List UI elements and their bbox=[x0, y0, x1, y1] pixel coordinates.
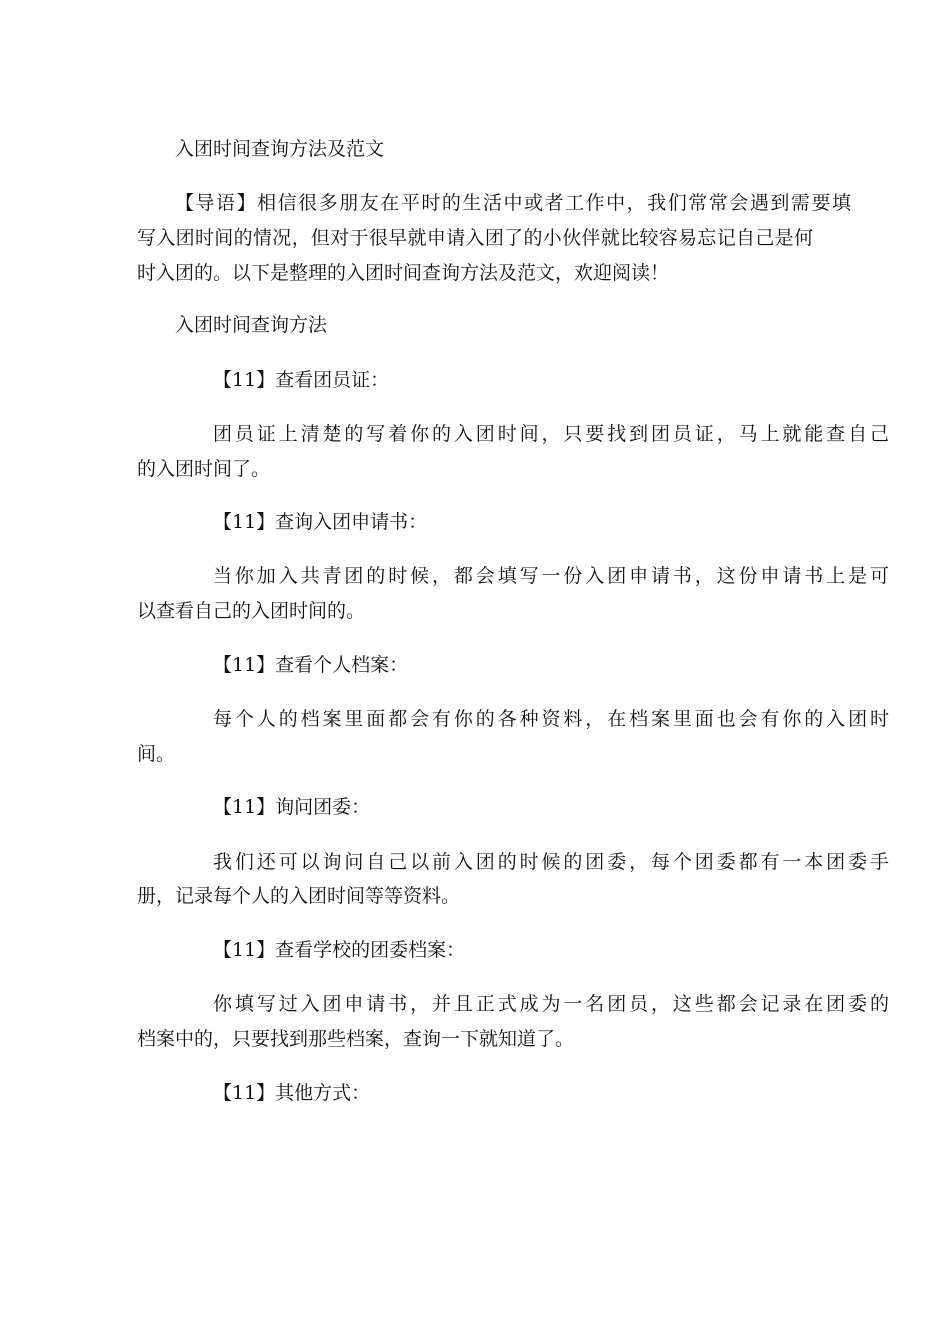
method-body-line: 间。 bbox=[137, 743, 176, 765]
document-title: 入团时间查询方法及范文 bbox=[175, 138, 385, 160]
method-body-line: 团员证上清楚的写着你的入团时间，只要找到团员证，马上就能查自己 bbox=[213, 423, 889, 445]
section-heading: 入团时间查询方法 bbox=[175, 314, 328, 336]
method-body-line: 以查看自己的入团时间的。 bbox=[137, 600, 366, 622]
method-heading: 【11】查询入团申请书： bbox=[213, 511, 428, 533]
method-body-line: 每个人的档案里面都会有你的各种资料，在档案里面也会有你的入团时 bbox=[213, 708, 889, 730]
method-heading: 【11】查看学校的团委档案： bbox=[213, 939, 466, 961]
intro-line: 写入团时间的情况，但对于很早就申请入团了的小伙伴就比较容易忘记自己是何 bbox=[137, 227, 813, 249]
method-heading: 【11】查看团员证： bbox=[213, 369, 390, 391]
method-heading: 【11】询问团委： bbox=[213, 796, 371, 818]
intro-line: 【导语】相信很多朋友在平时的生活中或者工作中，我们常常会遇到需要填 bbox=[175, 192, 851, 214]
method-body-line: 你填写过入团申请书，并且正式成为一名团员，这些都会记录在团委的 bbox=[213, 993, 889, 1015]
method-body-line: 册，记录每个人的入团时间等等资料。 bbox=[137, 885, 461, 907]
method-heading: 【11】查看个人档案： bbox=[213, 654, 409, 676]
method-body-line: 档案中的，只要找到那些档案，查询一下就知道了。 bbox=[137, 1028, 575, 1050]
method-body-line: 的入团时间了。 bbox=[137, 458, 271, 480]
method-body-line: 我们还可以询问自己以前入团的时候的团委，每个团委都有一本团委手 bbox=[213, 851, 889, 873]
method-body-line: 当你加入共青团的时候，都会填写一份入团申请书，这份申请书上是可 bbox=[213, 565, 889, 587]
intro-line: 时入团的。以下是整理的入团时间查询方法及范文，欢迎阅读！ bbox=[137, 262, 670, 284]
method-heading: 【11】其他方式： bbox=[213, 1082, 371, 1104]
